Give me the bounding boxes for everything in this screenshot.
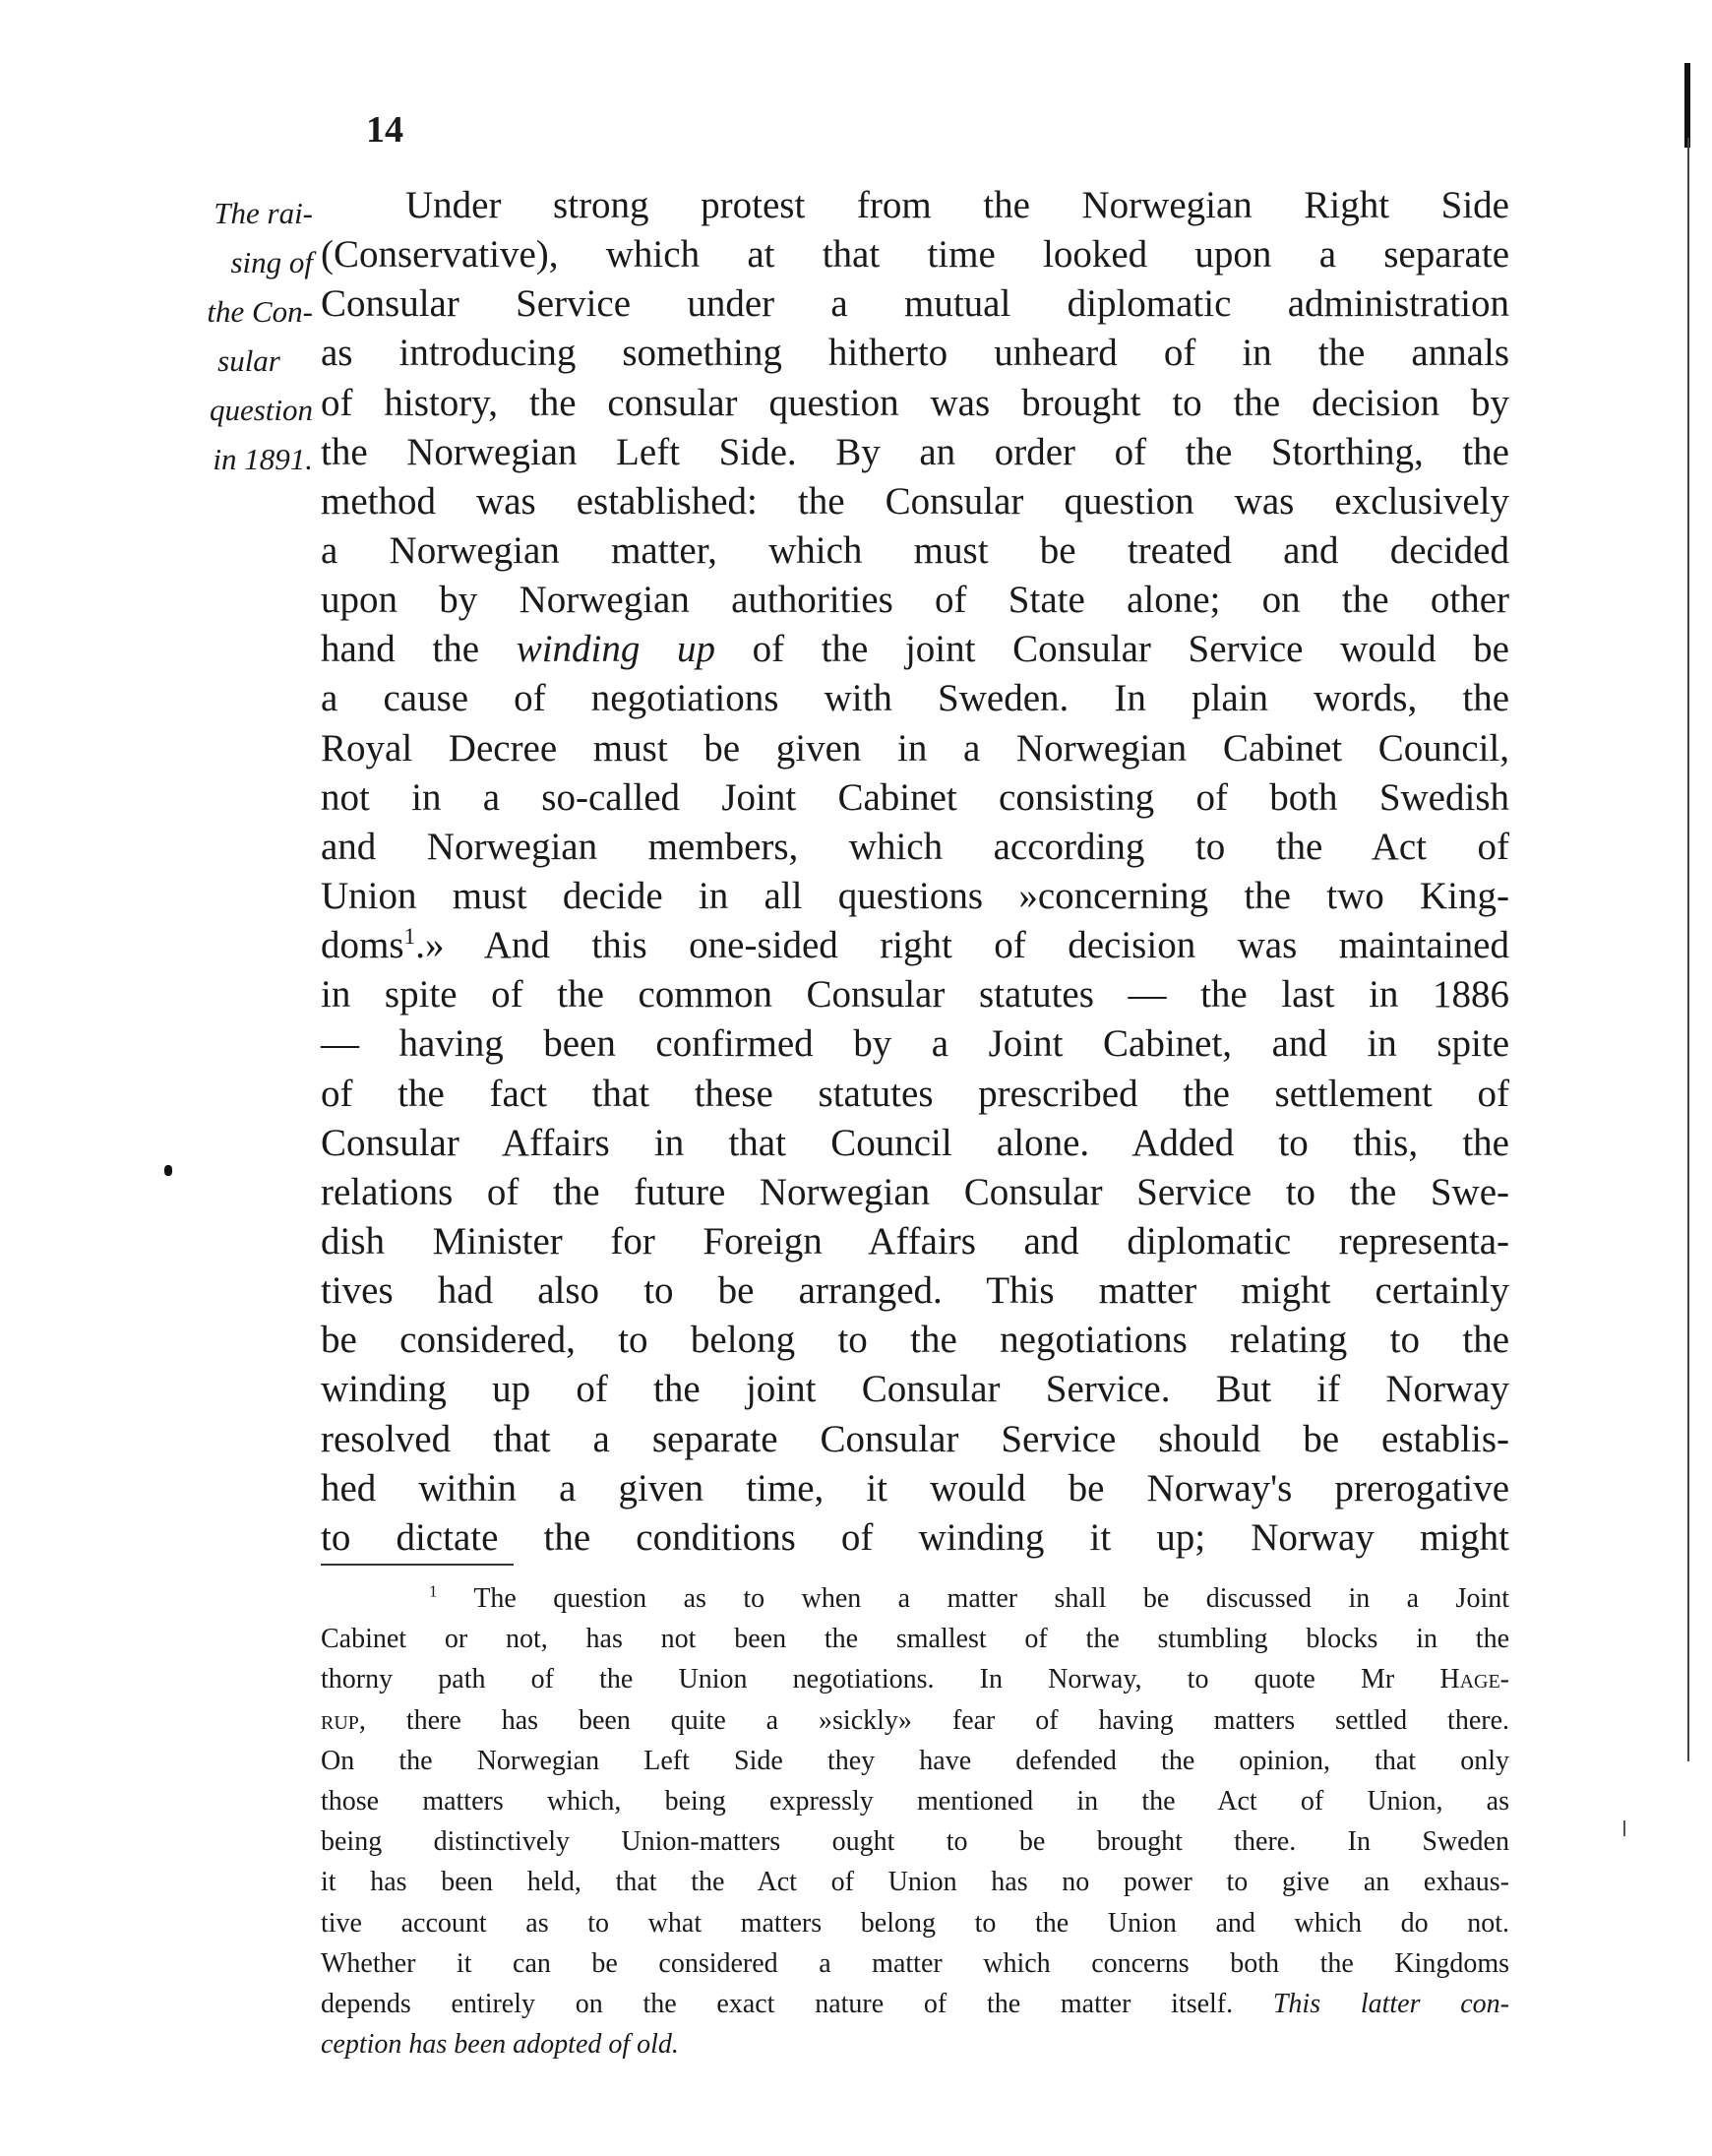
body-line: hed within a given time, it would be Norway's prerogative xyxy=(321,1466,1509,1509)
margin-note xyxy=(165,189,313,484)
footnote-divider xyxy=(321,1564,514,1566)
footnote-line xyxy=(321,1700,1509,1741)
footnote-line: it has been held, that the Act of Union has no power to give an exhaus- xyxy=(321,1867,1509,1898)
footnote-line: Cabinet or not, has not been the smallest of the stumbling blocks in the xyxy=(321,1624,1509,1655)
body-line: method was established: the Consular question was exclusively xyxy=(321,479,1509,523)
line-text: thorny path of the Union negotiations. In Norway, to quote Mr xyxy=(321,1664,1440,1695)
footnote-marker: 1 xyxy=(403,924,416,951)
footnote-line xyxy=(321,1578,1509,1619)
body-line: (Conservative), which at that time looked upon a separate xyxy=(321,233,1509,277)
body-line: to dictate the conditions of winding it up; Norway might xyxy=(321,1515,1509,1559)
footnote-line xyxy=(321,1659,1509,1699)
footnote xyxy=(321,1578,1509,2064)
italic-text: winding up xyxy=(516,628,715,671)
body-line: dish Minister for Foreign Affairs and diplomatic representa- xyxy=(321,1219,1509,1263)
footnote-line xyxy=(321,2024,1509,2064)
footnote-line xyxy=(321,1984,1509,2024)
scan-edge-tick xyxy=(1623,1820,1625,1836)
body-line: of the fact that these statutes prescribed the settlement of xyxy=(321,1072,1509,1115)
scan-edge-mark xyxy=(1684,63,1690,148)
body-line: tives had also to be arranged. This matter might certainly xyxy=(321,1269,1509,1313)
margin-note-line: The rai- xyxy=(214,196,313,230)
body-line: of history, the consular question was brought to the decision by xyxy=(321,381,1509,424)
body-line: Consular Service under a mutual diplomatic administration xyxy=(321,282,1509,326)
footnote-line: those matters which, being expressly mentioned in the Act of Union, as xyxy=(321,1785,1509,1817)
body-line: resolved that a separate Consular Service should be establis- xyxy=(321,1417,1509,1460)
small-caps-name: Hage- xyxy=(1439,1664,1509,1695)
line-text: of the joint Consular Service would be xyxy=(714,628,1509,671)
body-line: relations of the future Norwegian Consular Service to the Swe- xyxy=(321,1170,1509,1213)
body-line: be considered, to belong to the negotiations relating to the xyxy=(321,1319,1509,1362)
italic-text: This latter con- xyxy=(1272,1988,1509,2019)
body-line: in spite of the common Consular statutes — the last in 1886 xyxy=(321,973,1509,1016)
italic-text: ception has been adopted of old. xyxy=(321,2029,679,2061)
body-line: and Norwegian members, which according to the Act of xyxy=(321,825,1509,868)
line-text: hand the xyxy=(321,628,517,671)
small-caps-name: rup xyxy=(321,1704,359,1736)
ink-spot xyxy=(164,1165,172,1176)
margin-note-line: the Con- xyxy=(207,294,313,329)
margin-note-line: sing of xyxy=(230,245,313,279)
page-number: 14 xyxy=(366,109,403,151)
body-text xyxy=(321,181,1509,1563)
line-text: doms xyxy=(321,924,404,967)
footnote-line: being distinctively Union-matters ought to be brought there. In Sweden xyxy=(321,1826,1509,1858)
body-line xyxy=(321,625,1509,674)
body-line: a cause of negotiations with Sweden. In plain words, the xyxy=(321,677,1509,720)
body-line: a Norwegian matter, which must be treated and decided xyxy=(321,528,1509,572)
body-line: as introducing something hitherto unheard of in the annals xyxy=(321,332,1509,375)
body-line: Royal Decree must be given in a Norwegian Cabinet Council, xyxy=(321,726,1509,770)
margin-note-line: in 1891. xyxy=(213,442,313,476)
margin-note-line: question xyxy=(209,393,313,427)
footnote-line: Whether it can be considered a matter which concerns both the Kingdoms xyxy=(321,1947,1509,1979)
footnote-marker: 1 xyxy=(429,1581,438,1601)
line-text: The question as to when a matter shall be discussed in a Joint xyxy=(437,1583,1509,1614)
line-text: , there has been quite a »sickly» fear of having matters settled there. xyxy=(358,1704,1509,1736)
body-line: Consular Affairs in that Council alone. Added to this, the xyxy=(321,1121,1509,1164)
body-line: — having been confirmed by a Joint Cabinet, and in spite xyxy=(321,1022,1509,1066)
body-line: winding up of the joint Consular Service. But if Norway xyxy=(321,1368,1509,1411)
body-line xyxy=(321,921,1509,970)
line-text: .» And this one-sided right of decision was maintained xyxy=(415,924,1509,967)
footnote-line: tive account as to what matters belong to the Union and which do not. xyxy=(321,1907,1509,1939)
footnote-line: On the Norwegian Left Side they have defended the opinion, that only xyxy=(321,1745,1509,1776)
line-text: depends entirely on the exact nature of the matter itself. xyxy=(321,1988,1273,2019)
body-line: upon by Norwegian authorities of State alone; on the other xyxy=(321,579,1509,622)
body-line: not in a so-called Joint Cabinet consisting of both Swedish xyxy=(321,775,1509,819)
body-line: the Norwegian Left Side. By an order of the Storthing, the xyxy=(321,430,1509,473)
body-line: Union must decide in all questions »concerning the two King- xyxy=(321,874,1509,917)
scan-edge-line xyxy=(1687,138,1689,1761)
margin-note-line: sular xyxy=(217,343,280,378)
body-line: Under strong protest from the Norwegian Right Side xyxy=(405,184,1509,226)
